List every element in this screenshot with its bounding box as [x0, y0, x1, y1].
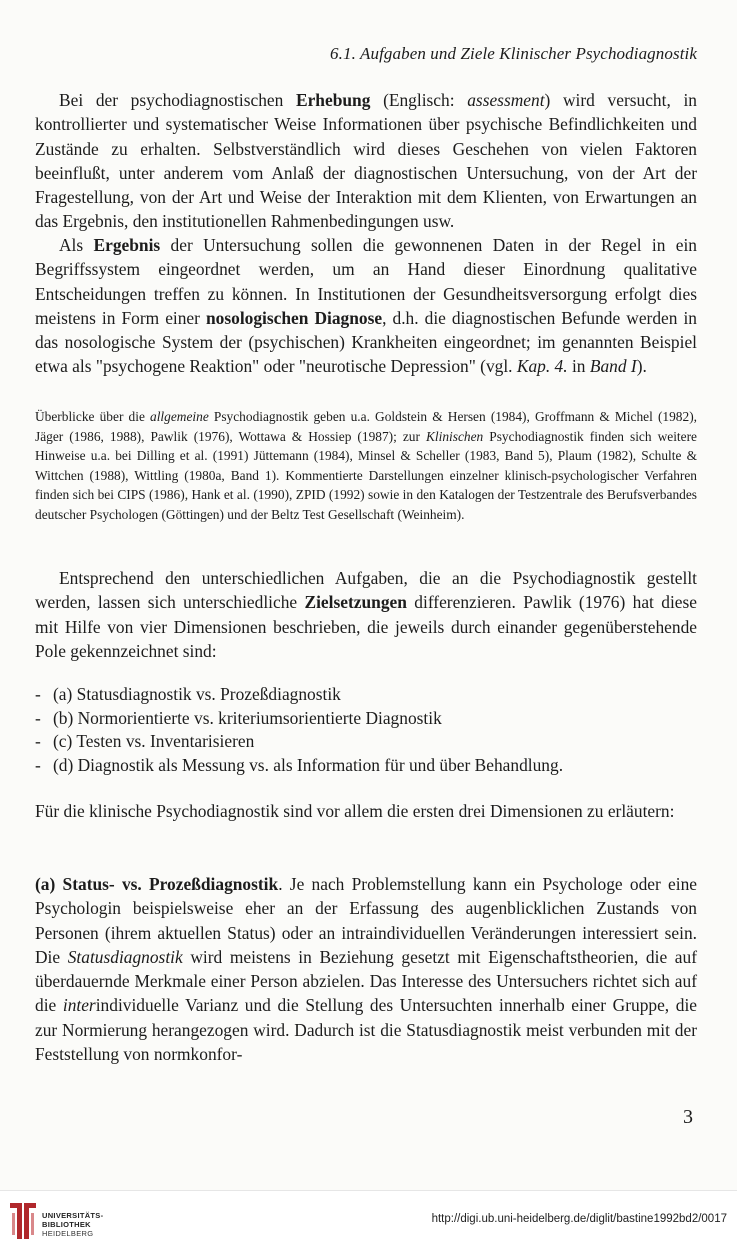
- library-line: UNIVERSITÄTS-: [42, 1211, 104, 1220]
- text: . Je nach Problemstellung kann ein Psychologe oder eine Psychologin beispielsweise eher an der Erfassung des augenblicklichen Zustands von Personen (ihrem aktuellen Status) oder an intraindividuellen Veränderungen interessiert sein. Die: [35, 874, 698, 967]
- text: Bei der psychodiagnostischen: [59, 90, 296, 110]
- term-ergebnis: Ergebnis: [93, 235, 161, 255]
- text: Psychodiagnostik geben u.a. Goldstein & Hersen (1984), Groffmann & Michel (1982), Jäger (1986, 1988), Pawlik (1976), Wottawa & Hossiep (1987); zur: [35, 409, 697, 444]
- text: ).: [636, 356, 647, 377]
- emphasis-allgemeine: allgemeine: [150, 409, 209, 424]
- list-dash: -: [35, 707, 41, 728]
- library-line: BIBLIOTHEK: [42, 1220, 91, 1229]
- source-url-link[interactable]: http://digi.ub.uni-heidelberg.de/diglit/bastine1992bd2/0017: [431, 1213, 727, 1225]
- text: (Englisch:: [370, 90, 468, 110]
- list-item-text: (d) Diagnostik als Messung vs. als Information für und über Behandlung.: [53, 754, 564, 775]
- term-statusdiagnostik: Statusdiagnostik: [67, 946, 183, 967]
- reference-kapitel: Kap. 4.: [516, 356, 568, 377]
- list-item: [35, 683, 697, 707]
- text: Entsprechend den unterschiedlichen Aufgaben, die an die Psychodiagnostik gestellt werden, lassen sich unterschiedliche: [35, 568, 697, 613]
- emphasis-klinischen: Klinischen: [425, 428, 484, 444]
- text: wird meistens in Beziehung gesetzt mit Eigenschaftstheorien, die auf überdauernde Merkmale einer Person abzielen. Das Interesse des Untersuchers richtet sich auf die: [35, 946, 697, 1016]
- list-item: [35, 707, 697, 731]
- library-name: [42, 1211, 103, 1238]
- paragraph-ergebnis: [35, 233, 697, 379]
- digitization-footer: [0, 1190, 737, 1256]
- term-nosologische-diagnose: nosologischen Diagnose: [206, 307, 383, 328]
- reference-band: Band I: [589, 356, 637, 377]
- text: ) wird versucht, in kontrollierter und systematischer Weise Informationen über psychische Befindlichkeiten und Zustände zu erhalten. Selbstverständlich wird dieses Geschehen von vielen Faktoren beeinflußt, unter anderem vom Anlaß der diagnostischen Untersuchung, von der Art der Fragestellung, von der Art und Weise der Interaktion mit dem Klienten, von Erwartungen an das Ergebnis, den institutionellen Rahmenbedingungen usw.: [35, 90, 697, 232]
- paragraph-zielsetzungen: [35, 566, 697, 663]
- emphasis-inter: inter: [62, 995, 96, 1016]
- list-dash: -: [35, 754, 41, 775]
- paragraph-erhebung: [35, 88, 697, 234]
- text: Psychodiagnostik finden sich weitere Hinweise u.a. bei Dilling et al. (1991) Jüttemann (1984), Minsel & Scheller (1983, Band 5), Plaum (1982), Schulte & Wittchen (1988), Wittling (1980a, Band 1). Kommentierte Darstellungen einzelner klinisch-psychologischer Verfahren finden sich bei CIPS (1986), Hank et al. (1990), ZPID (1992) sowie in den Katalogen der Testzentrale des Berufsverbandes deutscher Psychologen (Göttingen) und der Beltz Test Gesellschaft (Weinheim).: [35, 428, 697, 522]
- term-assessment: assessment: [467, 90, 545, 110]
- paragraph-erste-dimensionen: [35, 799, 697, 823]
- list-dash: -: [35, 684, 41, 704]
- text: Überblicke über die: [35, 409, 151, 424]
- text: , d.h. die diagnostischen Befunde werden in das nosologische System der (psychischen) Krankheiten eingeordnet; im genannten Beispiel etwa als "psychogene Reaktion" oder "neurotische Depression" (vgl.: [35, 307, 698, 377]
- section-heading-status-prozess: (a) Status- vs. Prozeßdiagnostik: [35, 874, 279, 894]
- heidelberg-library-logo-icon: [8, 1199, 38, 1243]
- list-item: [35, 730, 697, 754]
- text: individuelle Varianz und die Stellung des Untersuchten innerhalb einer Gruppe, die zur Normierung herangezogen wird. Dadurch ist die Statusdiagnostik meist verbunden mit der Feststellung von normkonfor-: [35, 995, 697, 1065]
- term-zielsetzungen: Zielsetzungen: [304, 592, 407, 613]
- list-item-text: (c) Testen vs. Inventarisieren: [53, 731, 255, 752]
- running-head: 6.1. Aufgaben und Ziele Klinischer Psychodiagnostik: [330, 44, 697, 63]
- page-number: 3: [683, 1106, 693, 1128]
- text: Als: [59, 235, 94, 255]
- list-item-text: (b) Normorientierte vs. kriteriumsorientierte Diagnostik: [53, 707, 442, 728]
- list-item: [35, 754, 697, 778]
- text: differenzieren. Pawlik (1976) hat diese mit Hilfe von vier Dimensionen beschrieben, die jeweils durch einander gegenüberstehende Pole gekennzeichnet sind:: [35, 592, 697, 661]
- list-item-text: (a) Statusdiagnostik vs. Prozeßdiagnostik: [53, 684, 341, 704]
- text: der Untersuchung sollen die gewonnenen Daten in der Regel in ein Begriffssystem eingeordnet werden, um an Hand dieser Einordnung qualitative Entscheidungen treffen zu können. In Institutionen der Gesundheitsversorgung erfolgt dies meistens in Form einer: [35, 235, 698, 328]
- text: in: [567, 356, 590, 377]
- list-dash: -: [35, 731, 41, 752]
- term-erhebung: Erhebung: [295, 90, 371, 110]
- literature-note: [35, 407, 697, 525]
- text: Für die klinische Psychodiagnostik sind vor allem die ersten drei Dimensionen zu erläutern:: [35, 801, 675, 821]
- library-line: HEIDELBERG: [42, 1229, 94, 1238]
- paragraph-status-prozess: [35, 872, 697, 1066]
- dimension-list: [35, 683, 697, 777]
